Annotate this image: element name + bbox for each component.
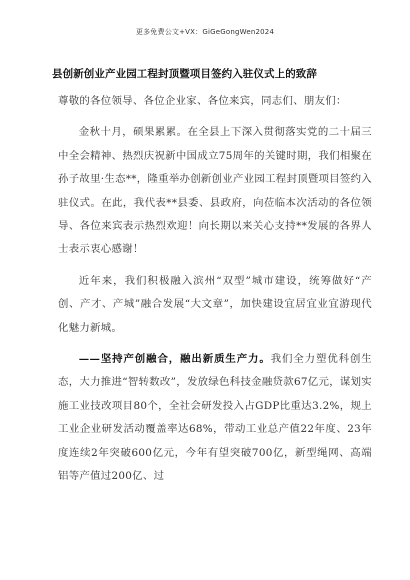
- document-title: 县创新创业产业园工程封顶暨项目签约入驻仪式上的致辞: [52, 68, 317, 80]
- point-text: 我们全力塑优科创生态，大力推进“智转数改”，发放绿色科技金融贷款67亿元，谋划实施工业技改项目80个，全社会研发投入占GDP比重达3.2%，规上工业企业研发活动覆盖率达68%，带动工业总产值22年度、23年度连续2年突破600亿元，今年有望突破700亿，新型绳网、高端铝等产值过200亿、过: [58, 353, 372, 483]
- document-body: [58, 90, 372, 497]
- salutation: 尊敬的各位领导、各位企业家、各位来宾，同志们、朋友们：: [58, 95, 347, 107]
- paragraph-3: [58, 348, 372, 488]
- header-note: 更多免费公文+VX：GiGeGongWen2024: [135, 28, 275, 36]
- point-lead: ——坚持产创融合，融出新质生产力。: [78, 353, 271, 366]
- paragraph-2: 近年来，我们积极融入滨州“双型”城市建设，统筹做好“产创、产才、产城”融合发展“大文章”，加快建设宜居宜业宜游现代化魅力新城。: [58, 274, 372, 334]
- paragraph-1: 金秋十月，硕果累累。在全县上下深入贯彻落实党的二十届三中全会精神、热烈庆祝新中国成立75周年的关键时期，我们相聚在孙子故里·生态**，隆重举办创新创业产业园工程封顶暨项目签约入驻仪式。在此，我代表**县委、县政府，向莅临本次活动的各位领导、各位来宾表示热烈欢迎！向长期以来关心支持**发展的各界人士表示衷心感谢！: [58, 126, 372, 256]
